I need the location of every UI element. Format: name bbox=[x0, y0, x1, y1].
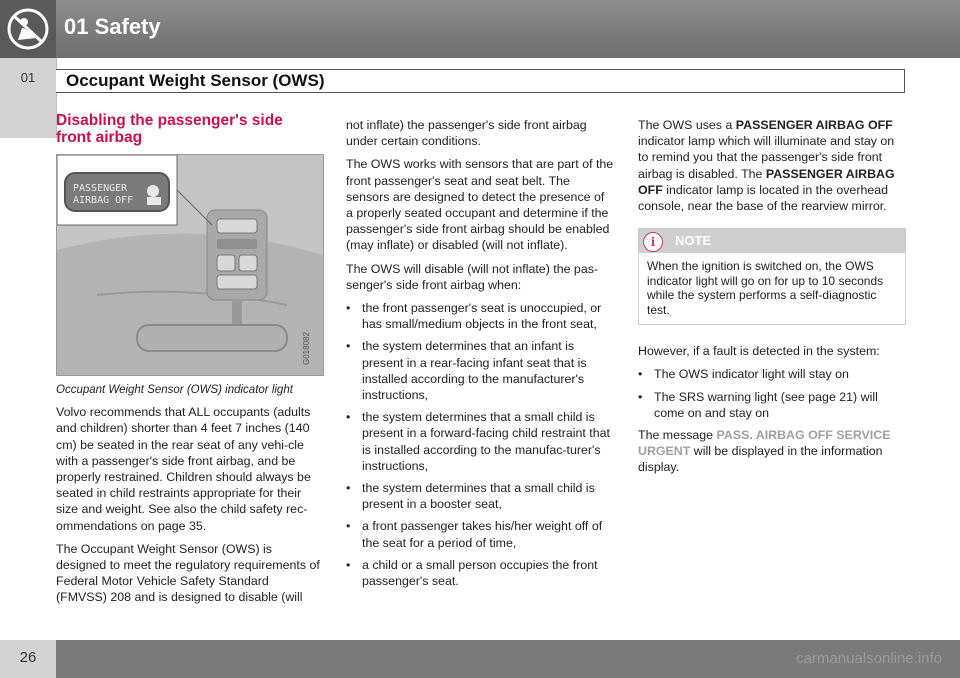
ows-indicator-figure bbox=[56, 154, 324, 376]
airbag-warning-icon bbox=[0, 0, 56, 58]
paragraph: However, if a fault is detected in the system: bbox=[638, 344, 880, 359]
paragraph bbox=[638, 427, 906, 476]
overhead-console-illustration bbox=[57, 155, 323, 375]
note-box bbox=[638, 228, 906, 325]
bullet-list bbox=[638, 366, 906, 421]
watermark: carmanualsonline.info bbox=[796, 650, 942, 667]
column-3 bbox=[638, 117, 906, 483]
paragraph: not inflate) the passenger's side front airbag under certain conditions. bbox=[346, 118, 587, 149]
indicator-line-1: PASSENGER bbox=[73, 183, 128, 194]
paragraph: Volvo recommends that ALL occupants (adults and children) shorter than 4 feet 7 inches (140 cm) be seated in the rear seat of any vehi-cle with a passenger's side front airbag, and be properly restrained. Children should always be seated in child restraints appropriate for their size and weight. See also the child safety rec-ommendations on page 35. bbox=[56, 405, 311, 533]
note-text: When the ignition is switched on, the OWS indicator light will go on for up to 10 seconds while the system performs a self-diagnostic test. bbox=[647, 259, 884, 317]
list-item: • The OWS indicator light will stay on bbox=[638, 366, 906, 382]
subsection-heading: Disabling the passenger's side front airbag bbox=[56, 112, 283, 146]
chapter-title: 01 Safety bbox=[64, 14, 161, 39]
paragraph: The Occupant Weight Sensor (OWS) is designed to meet the regulatory requirements of Federal Motor Vehicle Safety Standard (FMVSS) 208 and is designed to disable (will bbox=[56, 541, 320, 605]
safety-logo bbox=[0, 0, 56, 58]
display-message: PASS. AIRBAG OFF SERVICE URGENT bbox=[638, 428, 891, 459]
text-run: indicator lamp which will illuminate and stay on to remind you that the passenger's side front airbag is disabled. The bbox=[638, 134, 895, 181]
list-item: • a child or a small person occupies the front passenger's seat. bbox=[346, 557, 614, 589]
page-number: 26 bbox=[19, 649, 37, 666]
text-run: indicator lamp is located in the overhead console, near the base of the rearview mirror. bbox=[638, 182, 889, 214]
indicator-line-2: AIRBAG OFF bbox=[73, 195, 134, 206]
text-run: The OWS uses a bbox=[638, 118, 736, 132]
list-item: • The SRS warning light (see page 21) will come on and stay on bbox=[638, 389, 906, 421]
column-2 bbox=[346, 117, 614, 595]
text-run: The message bbox=[638, 428, 717, 443]
chapter-number: 01 bbox=[20, 70, 36, 85]
indicator-name: PASSENGER AIRBAG OFF bbox=[638, 166, 895, 197]
bullet-list bbox=[346, 300, 614, 589]
list-item: • the system determines that a small child is present in a forward-facing child restraint that is installed according to the manufac-turer's instructions, bbox=[346, 409, 614, 474]
note-header bbox=[639, 229, 905, 253]
list-item: • the system determines that an infant is present in a rear-facing infant seat that is installed according to the manufacturer's instructions, bbox=[346, 338, 614, 403]
text-run: will be displayed in the information display. bbox=[638, 444, 883, 475]
note-label: NOTE bbox=[675, 233, 712, 249]
list-item: • the system determines that a small child is present in a booster seat, bbox=[346, 480, 614, 512]
list-item: • a front passenger takes his/her weight off of the seat for a period of time, bbox=[346, 518, 614, 550]
paragraph: The OWS will disable (will not inflate) the pas-senger's side front airbag when: bbox=[346, 261, 599, 292]
section-title: Occupant Weight Sensor (OWS) bbox=[66, 71, 325, 90]
figure-caption: Occupant Weight Sensor (OWS) indicator light bbox=[56, 384, 293, 396]
info-icon: i bbox=[643, 232, 663, 252]
paragraph bbox=[638, 117, 906, 214]
indicator-name: PASSENGER AIRBAG OFF bbox=[735, 118, 893, 132]
column-1 bbox=[56, 112, 322, 613]
paragraph: The OWS works with sensors that are part of the front passenger's seat and seat belt. The sensors are designed to detect the presence of a properly seated occupant and determine if the passenger's side front airbag should be enabled (may inflate) or disabled (will not inflate). bbox=[346, 157, 614, 253]
list-item: • the front passenger's seat is unoccupied, or has small/medium objects in the front seat, bbox=[346, 300, 614, 332]
figure-code: G018082 bbox=[302, 332, 311, 365]
